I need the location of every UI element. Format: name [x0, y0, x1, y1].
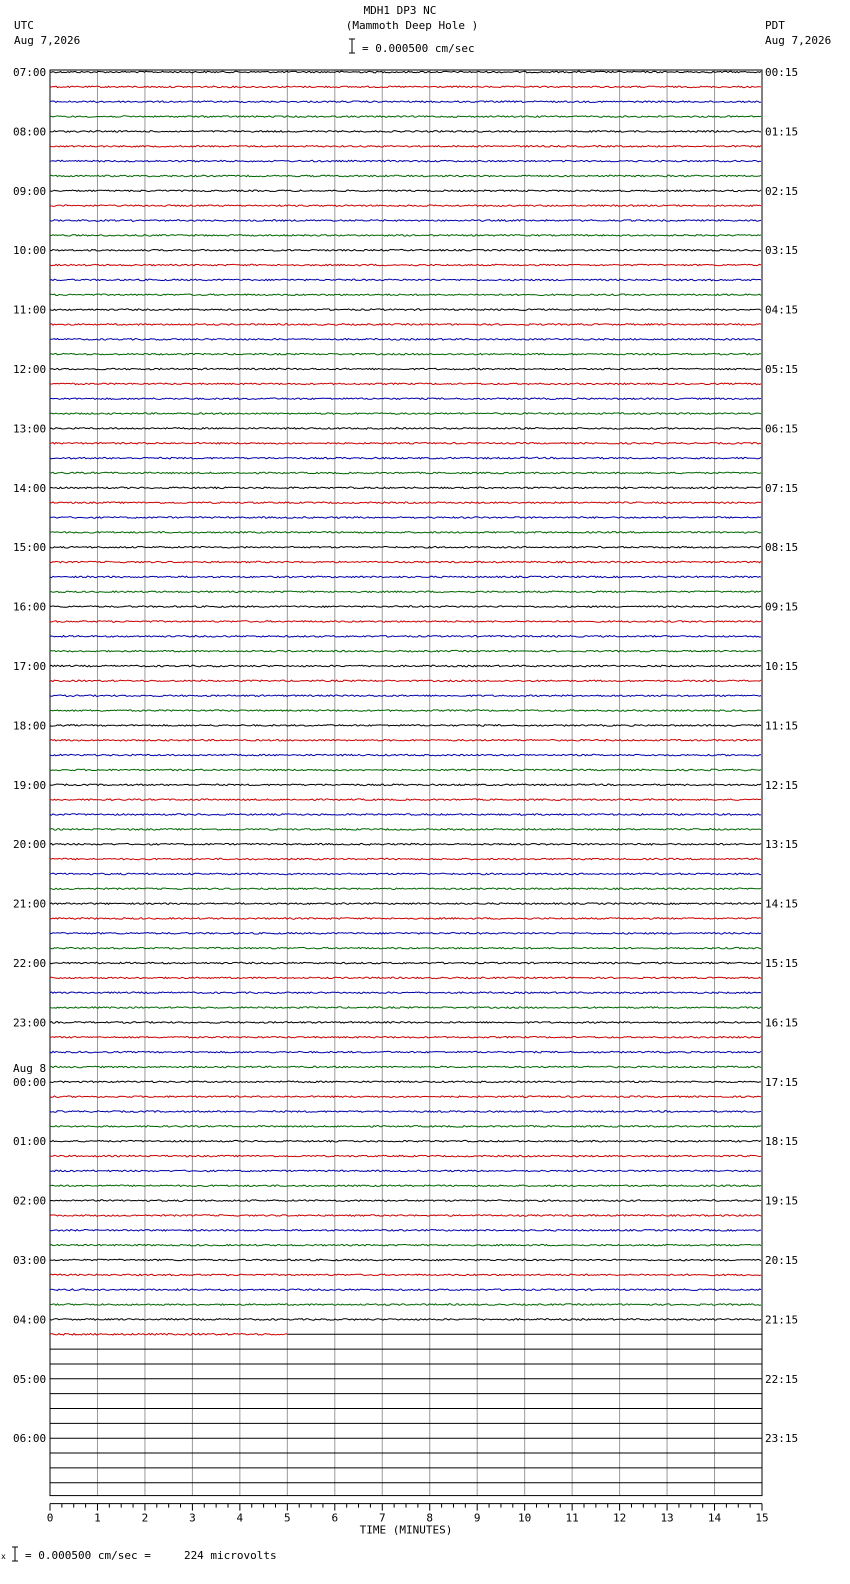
trace-line [50, 1319, 761, 1321]
trace-line [50, 621, 761, 623]
pdt-hour-label: 22:15 [765, 1372, 799, 1386]
trace-line [50, 294, 761, 296]
header-scale-bar [349, 39, 355, 53]
utc-hour-label: 18:00 [13, 719, 47, 733]
trace-line [50, 443, 761, 445]
trace-line [50, 591, 761, 593]
pdt-hour-label: 15:15 [765, 957, 799, 970]
x-tick-label: 9 [473, 1511, 481, 1525]
trace-line [50, 546, 761, 548]
trace-line [50, 695, 761, 697]
trace-line [50, 1007, 761, 1009]
trace-line [50, 160, 761, 162]
trace-line [50, 1140, 761, 1142]
pdt-hour-label: 19:15 [765, 1194, 799, 1208]
utc-hour-label: 00:00 [13, 1075, 47, 1089]
pdt-hour-label: 04:15 [765, 303, 799, 317]
trace-line [50, 799, 761, 801]
trace-line [50, 1066, 761, 1068]
trace-line [50, 235, 761, 237]
trace-line [50, 918, 761, 920]
plot-frame [50, 70, 762, 1496]
utc-hour-label: 21:00 [13, 897, 47, 911]
x-tick-label: 14 [707, 1511, 722, 1525]
pdt-hour-label: 00:15 [765, 66, 799, 79]
x-tick-label: 0 [46, 1511, 54, 1525]
trace-line [50, 190, 761, 192]
trace-line [50, 368, 761, 370]
day-change-label: Aug 8 [13, 1061, 47, 1075]
trace-line [50, 1244, 761, 1246]
pdt-hour-label: 10:15 [765, 660, 799, 673]
trace-line [50, 754, 761, 756]
pdt-hour-label: 07:15 [765, 481, 799, 495]
x-tick-label: 5 [284, 1511, 291, 1525]
trace-line [50, 947, 761, 949]
trace-line [50, 650, 761, 652]
trace-line [50, 888, 761, 890]
utc-hour-label: 12:00 [13, 363, 47, 376]
x-tick-label: 8 [426, 1511, 434, 1525]
trace-line [50, 532, 761, 534]
x-tick-label: 2 [141, 1511, 149, 1525]
trace-line [50, 1126, 761, 1128]
trace-line [50, 576, 761, 578]
utc-hour-label: 09:00 [13, 184, 47, 198]
utc-hour-label: 08:00 [13, 125, 47, 139]
right-timezone: PDT [765, 19, 785, 32]
trace-line [50, 903, 761, 905]
trace-line [50, 131, 761, 133]
pdt-hour-label: 20:15 [765, 1254, 799, 1267]
pdt-hour-label: 16:15 [765, 1016, 799, 1030]
trace-line [50, 1155, 761, 1157]
right-date: Aug 7,2026 [765, 34, 832, 47]
footer-scale-bar [12, 1547, 18, 1561]
utc-hour-label: 04:00 [13, 1313, 47, 1327]
footer-scale-note: = 0.000500 cm/sec = 224 microvolts [25, 1549, 277, 1562]
trace-line [50, 858, 761, 860]
trace-line [50, 740, 761, 742]
trace-line [50, 1170, 761, 1172]
trace-line [50, 116, 761, 118]
trace-line [50, 353, 761, 355]
trace-line [50, 636, 761, 638]
trace-line [50, 992, 761, 994]
utc-hour-label: 05:00 [13, 1372, 47, 1386]
utc-hour-label: 20:00 [13, 838, 47, 852]
utc-hour-label: 11:00 [13, 303, 47, 317]
trace-line [50, 1259, 761, 1261]
utc-hour-label: 01:00 [13, 1135, 47, 1149]
trace-line [50, 502, 761, 504]
x-tick-label: 1 [94, 1511, 101, 1525]
trace-line [50, 472, 761, 474]
trace-line [50, 279, 761, 281]
trace-line [50, 606, 761, 608]
left-date: Aug 7,2026 [14, 34, 81, 47]
trace-line [50, 933, 761, 935]
pdt-hour-label: 14:15 [765, 897, 799, 911]
utc-hour-label: 06:00 [13, 1432, 47, 1446]
pdt-hour-label: 21:15 [765, 1313, 799, 1327]
utc-hour-label: 10:00 [13, 244, 47, 258]
trace-line [50, 86, 761, 88]
trace-line [50, 205, 761, 207]
trace-line [50, 1274, 761, 1276]
trace-line [50, 324, 761, 326]
trace-line [50, 1096, 761, 1098]
trace-line [50, 1230, 761, 1232]
utc-hour-label: 17:00 [13, 660, 47, 673]
pdt-hour-label: 17:15 [765, 1075, 799, 1089]
pdt-hour-label: 09:15 [765, 600, 799, 614]
trace-line [50, 457, 761, 459]
trace-line [50, 665, 761, 667]
trace-line [50, 398, 761, 400]
trace-line [50, 71, 761, 73]
x-axis-label: TIME (MINUTES) [359, 1523, 453, 1537]
trace-line [50, 829, 761, 831]
trace-line [50, 339, 761, 341]
pdt-hour-label: 06:15 [765, 422, 799, 436]
x-tick-label: 6 [331, 1511, 339, 1525]
trace-line [50, 710, 761, 712]
trace-line [50, 146, 761, 148]
pdt-hour-label: 23:15 [765, 1432, 799, 1446]
trace-line [50, 1185, 761, 1187]
pdt-hour-label: 13:15 [765, 838, 799, 852]
trace-line [50, 517, 761, 519]
utc-hour-label: 19:00 [13, 778, 47, 792]
trace-line-partial [50, 1333, 287, 1335]
utc-hour-label: 23:00 [13, 1016, 47, 1030]
trace-line [50, 428, 761, 430]
trace-line [50, 413, 761, 415]
x-tick-label: 11 [565, 1511, 579, 1525]
trace-line [50, 843, 761, 845]
trace-line [50, 1215, 761, 1217]
trace-line [50, 962, 761, 964]
utc-hour-label: 15:00 [13, 541, 47, 555]
header-scale-text: = 0.000500 cm/sec [362, 42, 475, 55]
trace-line [50, 1022, 761, 1024]
trace-line [50, 769, 761, 771]
trace-line [50, 309, 761, 311]
trace-line [50, 1289, 761, 1291]
trace-line [50, 101, 761, 103]
pdt-hour-label: 02:15 [765, 184, 799, 198]
trace-line [50, 264, 761, 266]
station-location: (Mammoth Deep Hole ) [345, 19, 479, 32]
trace-line [50, 977, 761, 979]
utc-hour-label: 07:00 [13, 66, 47, 79]
trace-line [50, 1081, 761, 1083]
trace-line [50, 1200, 761, 1202]
trace-line [50, 680, 761, 682]
trace-line [50, 383, 761, 385]
utc-hour-label: 03:00 [13, 1254, 47, 1267]
x-tick-label: 13 [660, 1511, 674, 1525]
pdt-hour-label: 12:15 [765, 778, 799, 792]
pdt-hour-label: 11:15 [765, 719, 799, 733]
x-tick-label: 4 [236, 1511, 244, 1525]
trace-line [50, 561, 761, 563]
left-timezone: UTC [14, 19, 34, 32]
utc-hour-label: 14:00 [13, 481, 47, 495]
pdt-hour-label: 03:15 [765, 244, 799, 258]
x-tick-label: 3 [189, 1511, 196, 1525]
utc-hour-label: 16:00 [13, 600, 47, 614]
x-tick-label: 10 [518, 1511, 532, 1525]
trace-line [50, 873, 761, 875]
trace-line [50, 220, 761, 222]
utc-hour-label: 02:00 [13, 1194, 47, 1208]
trace-line [50, 1051, 761, 1053]
trace-line [50, 784, 761, 786]
trace-line [50, 814, 761, 816]
x-tick-label: 12 [612, 1511, 627, 1525]
trace-line [50, 175, 761, 177]
trace-line [50, 1304, 761, 1306]
pdt-hour-label: 01:15 [765, 125, 799, 139]
trace-line [50, 1111, 761, 1113]
utc-hour-label: 13:00 [13, 422, 47, 436]
trace-line [50, 725, 761, 727]
x-tick-label: 7 [378, 1511, 386, 1525]
utc-hour-label: 22:00 [13, 957, 47, 970]
station-title: MDH1 DP3 NC [363, 4, 437, 17]
trace-line [50, 249, 761, 251]
pdt-hour-label: 08:15 [765, 541, 799, 555]
corner-mark: x [1, 1552, 6, 1561]
pdt-hour-label: 18:15 [765, 1135, 799, 1149]
pdt-hour-label: 05:15 [765, 363, 799, 376]
trace-line [50, 1037, 761, 1039]
x-tick-label: 15 [755, 1511, 769, 1525]
trace-line [50, 487, 761, 489]
